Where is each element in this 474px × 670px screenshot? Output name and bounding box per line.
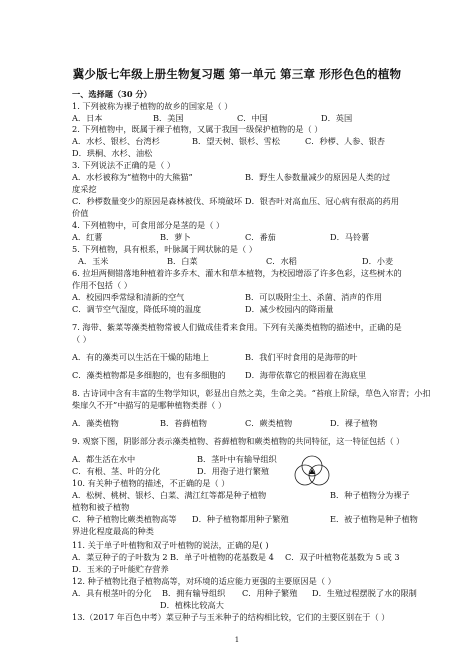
option: A．水杉被称为“植物中的大熊猫”	[72, 172, 193, 182]
question-stem: 13.（2017 年百色中考）菜豆种子与玉米种子的结构相比较，它们的主要区别在于（ ）	[72, 612, 390, 622]
option: C．用种子繁殖	[242, 588, 298, 598]
option: C．秒椤、人参、银杏	[305, 136, 385, 146]
option: A．玉米	[78, 256, 109, 266]
option: B．白菜	[167, 256, 198, 266]
option: A．校园四季常绿和清新的空气	[72, 292, 185, 302]
option: B．种子植物分为裸子	[330, 490, 410, 500]
option: D．玉米的子叶能贮存营养	[72, 564, 169, 574]
question-stem-cont: 柴扉久不开”中描写的是哪种植物类群（ ）	[72, 400, 227, 410]
option: A．具有根茎叶的分化	[72, 588, 152, 598]
question-stem: 12. 种子植物比孢子植物高等，对环境的适应能力更强的主要原因是（ ）	[72, 576, 336, 586]
option: B．我们平时食用的是海带的叶	[245, 352, 358, 362]
option: C．双子叶植物花基数为 5 或 3	[285, 552, 400, 562]
question-stem: 9. 观察下图，阴影部分表示藻类植物、苔藓植物和蕨类植物的共同特征，这一特征包括（ ）	[72, 436, 405, 446]
question-stem: 3. 下列说法不正确的是（ ）	[72, 160, 176, 170]
question-stem: 4. 下列植物中，可食用部分是茎的是（ ）	[72, 220, 225, 230]
question-stem: 10. 有关种子植物的描述，不正确的是（ ）	[72, 478, 230, 488]
option: D．银杏叶对高血压、冠心病有很高的药用	[245, 196, 399, 206]
question-stem: 11. 关于单子叶植物和双子叶植物的说法，正确的是( )	[72, 540, 269, 550]
question-stem: 1. 下列被称为裸子植物的故乡的国家是（ ）	[72, 101, 233, 111]
option: C．中国	[237, 113, 268, 123]
option: D．植株比较高大	[160, 600, 224, 610]
option: B．美国	[153, 113, 184, 123]
option: A．都生活在水中	[72, 454, 136, 464]
option: D．裸子植物	[330, 418, 378, 428]
venn-diagram	[292, 455, 332, 491]
option: C．藻类植物都是多细胞的，也有多细胞的	[72, 370, 226, 380]
option: D．生殖过程摆脱了水的限制	[312, 588, 417, 598]
page-title: 冀少版七年级上册生物复习题 第一单元 第三章 形形色色的植物	[72, 67, 402, 81]
option: 植物和被子植物	[72, 502, 130, 512]
option: 度采挖	[72, 184, 97, 194]
question-stem: 7. 海带、紫菜等藻类植物常被人们做成佳肴来食用。下列有关藻类植物的描述中，正确的是	[72, 322, 402, 332]
option: B．茎叶中有输导组织	[197, 454, 277, 464]
question-stem: 8. 古诗词中含有丰富的生物学知识，彰显出自然之美，生命之美。“苔痕上阶绿，草色入帘青；小扣	[72, 388, 431, 398]
option: A．红薯	[72, 232, 103, 242]
option: A．水杉、银杉、台湾杉	[72, 136, 160, 146]
option: D．减少校园内的降雨量	[245, 304, 334, 314]
option: B．可以吸附尘土、杀菌、消声的作用	[245, 292, 383, 302]
question-stem: 6. 拉坦两侧错落地种植着许多乔木、灌木和草本植物，为校园增添了许多色彩，这些树木的	[72, 268, 402, 278]
option: D．种子植物都用种子繁殖	[192, 514, 289, 524]
question-stem-cont: 作用不包括（ ）	[72, 280, 132, 290]
option: A．菜豆种子的子叶数为 2	[72, 552, 168, 562]
page-number: 1	[234, 636, 240, 644]
option: 界进化程度最高的种类	[72, 526, 154, 536]
option: C．调节空气湿度，降低环境的温度	[72, 304, 202, 314]
option: D．马铃薯	[330, 232, 370, 242]
option: B．野生人参数量减少的原因是人类的过	[245, 172, 391, 182]
circle-right	[309, 465, 329, 485]
option: D．用孢子进行繁殖	[197, 466, 270, 476]
option: C．种子植物比蕨类植物高等	[72, 514, 177, 524]
option: C．蕨类植物	[245, 418, 293, 428]
question-stem-cont: （ ）	[72, 334, 91, 344]
option: B．望天树、银杉、雪松	[192, 136, 280, 146]
section-heading: 一、选择题（30 分）	[72, 89, 152, 99]
option: C．有根、茎、叶的分化	[72, 466, 161, 476]
option: D．海带依靠它的根固着在海底里	[245, 370, 367, 380]
option: D．英国	[321, 113, 353, 123]
option: E．被子植物是种子植物	[330, 514, 418, 524]
option: B．单子叶植物的花基数是 4	[170, 552, 274, 562]
question-stem: 5. 下列植物，具有根系，叶脉属于网状脉的是（ ）	[72, 244, 257, 254]
option: C．水稻	[266, 256, 297, 266]
option: A．日本	[72, 113, 103, 123]
question-stem: 2. 下列植物中，既属于裸子植物，又属于我国一级保护植物的是（ ）	[72, 124, 323, 134]
option: D．小麦	[362, 256, 394, 266]
option: A．藻类植物	[72, 418, 119, 428]
option: C．秒椤数量变少的原因是森林被伐、环境破坏	[72, 196, 243, 206]
option: A．松树、桃树、银杉、白菜、满江红等都是种子植物	[72, 490, 267, 500]
option: B．拥有输导组织	[162, 588, 226, 598]
option: D．珙桐、水杉、油松	[72, 148, 153, 158]
option: B．苔藓植物	[160, 418, 207, 428]
option: 价值	[72, 208, 89, 218]
option: A．有的藻类可以生活在干燥的陆地上	[72, 352, 209, 362]
option: B．萝卜	[160, 232, 191, 242]
option: C．番茄	[245, 232, 276, 242]
